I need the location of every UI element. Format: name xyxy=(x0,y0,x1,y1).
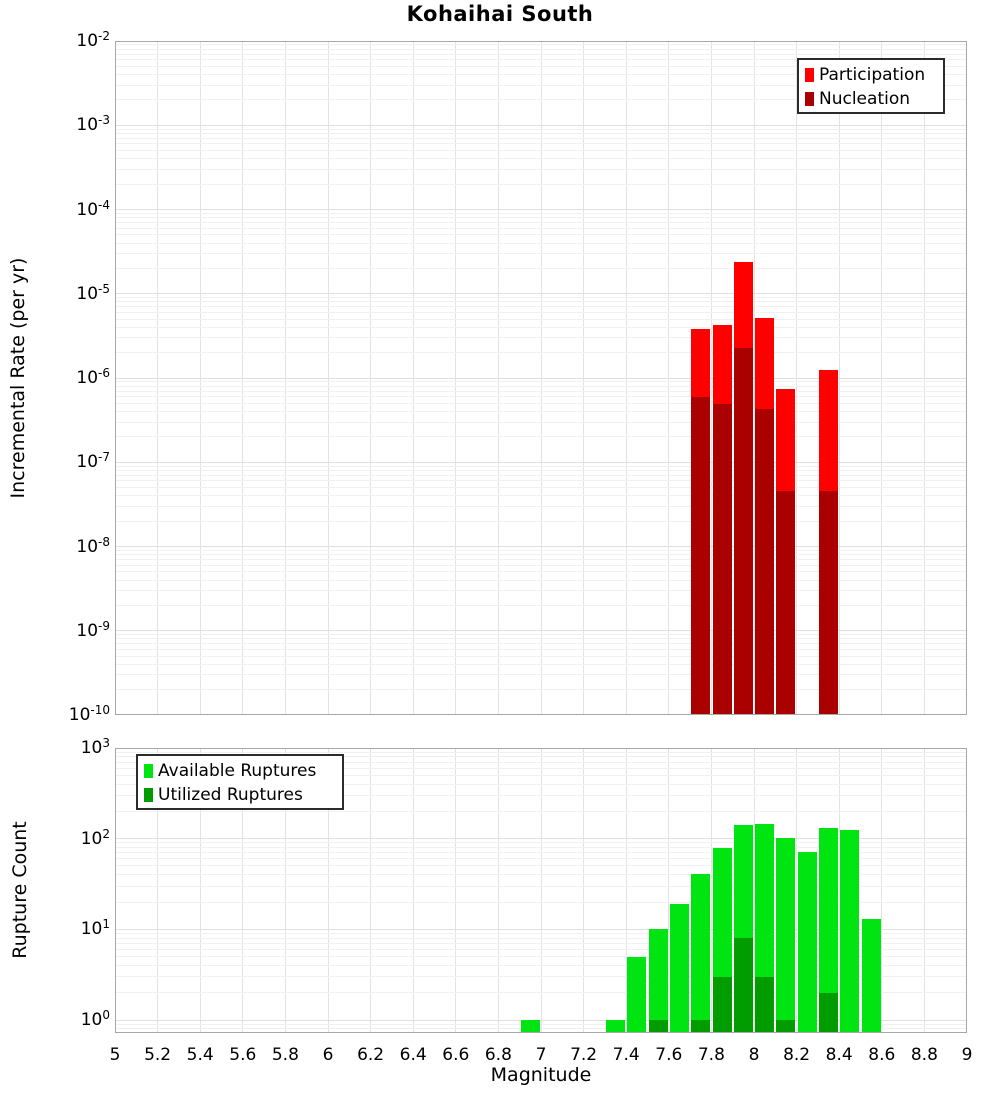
bar-nucleation xyxy=(776,491,795,715)
bar-available-ruptures xyxy=(606,1020,625,1033)
gridline-minor xyxy=(115,217,967,218)
gridline-minor xyxy=(115,466,967,467)
y-tick-label: $10^{-6}$ xyxy=(76,366,110,388)
bar-utilized-ruptures xyxy=(691,1020,710,1033)
gridline-major xyxy=(115,546,967,547)
gridline-minor xyxy=(115,234,967,235)
bar-utilized-ruptures xyxy=(713,977,732,1033)
x-tick-label: 7.8 xyxy=(697,1045,725,1065)
gridline-minor xyxy=(115,403,967,404)
gridline-minor xyxy=(115,470,967,471)
gridline-vertical xyxy=(881,748,882,1033)
gridline-minor xyxy=(115,976,967,977)
gridline-minor xyxy=(115,213,967,214)
gridline-minor xyxy=(115,752,967,753)
bar-utilized-ruptures xyxy=(755,977,774,1033)
bar-available-ruptures xyxy=(627,957,646,1033)
x-tick-label: 7.6 xyxy=(655,1045,683,1065)
gridline-minor xyxy=(115,396,967,397)
gridline-minor xyxy=(115,243,967,244)
gridline-minor xyxy=(115,992,967,993)
gridline-vertical xyxy=(455,748,456,1033)
gridline-minor xyxy=(115,381,967,382)
gridline-minor xyxy=(115,649,967,650)
x-tick-label: 6 xyxy=(322,1045,334,1065)
available-ruptures-swatch xyxy=(144,764,153,778)
y-tick-label: $10^{-2}$ xyxy=(76,29,110,51)
x-tick-label: 6.6 xyxy=(442,1045,470,1065)
legend-item-nucleation xyxy=(805,87,937,111)
legend-label-utilized-ruptures: Utilized Ruptures xyxy=(158,785,303,805)
gridline-minor xyxy=(115,495,967,496)
bar-available-ruptures xyxy=(862,919,881,1033)
x-tick-label: 5.8 xyxy=(271,1045,299,1065)
x-tick-label: 7.2 xyxy=(570,1045,598,1065)
gridline-minor xyxy=(115,337,967,338)
y-tick-exponent: 0 xyxy=(102,1008,110,1023)
y-tick-label: $10^{-9}$ xyxy=(76,618,110,641)
gridline-minor xyxy=(115,44,967,45)
x-tick-label: 5.2 xyxy=(144,1045,172,1065)
y-tick-exponent: -7 xyxy=(98,450,110,465)
gridline-minor xyxy=(115,352,967,353)
gridline-vertical xyxy=(924,748,925,1033)
gridline-major xyxy=(115,293,967,294)
legend-item-participation xyxy=(805,63,937,87)
bar-available-ruptures xyxy=(649,929,668,1033)
bar-available-ruptures xyxy=(670,904,689,1033)
gridline-minor xyxy=(115,590,967,591)
gridline-minor xyxy=(115,811,967,812)
gridline-minor xyxy=(115,965,967,966)
gridline-major xyxy=(115,1020,967,1021)
gridline-minor xyxy=(115,138,967,139)
gridline-minor xyxy=(115,312,967,313)
y-tick-exponent: 3 xyxy=(102,736,110,750)
y-tick-exponent: -9 xyxy=(98,618,110,633)
chart-title: Kohaihai South xyxy=(406,2,594,26)
y-tick-exponent: -4 xyxy=(98,197,110,212)
y-tick-exponent: -2 xyxy=(98,29,110,43)
x-tick-label: 7 xyxy=(535,1045,547,1065)
x-tick-label: 8.8 xyxy=(910,1045,938,1065)
x-tick-label: 6.4 xyxy=(399,1045,427,1065)
legend-bottom-chart xyxy=(136,754,344,810)
gridline-minor xyxy=(115,580,967,581)
gridline-minor xyxy=(115,938,967,939)
y-tick-exponent: 2 xyxy=(102,826,110,841)
bar-nucleation xyxy=(734,348,753,715)
gridline-minor xyxy=(115,865,967,866)
gridline-minor xyxy=(115,133,967,134)
gridline-minor xyxy=(115,487,967,488)
y-tick-label: $10^{-10}$ xyxy=(68,703,110,725)
gridline-minor xyxy=(115,475,967,476)
gridline-minor xyxy=(115,306,967,307)
gridline-minor xyxy=(115,480,967,481)
y-tick-label: $10^2$ xyxy=(80,826,110,849)
legend-item-available-ruptures xyxy=(144,759,336,783)
legend-item-utilized-ruptures xyxy=(144,783,336,807)
gridline-major xyxy=(115,209,967,210)
gridline-minor xyxy=(115,386,967,387)
gridline-minor xyxy=(115,411,967,412)
legend-label-nucleation: Nucleation xyxy=(819,89,911,109)
gridline-minor xyxy=(115,554,967,555)
gridline-minor xyxy=(115,605,967,606)
gridline-major xyxy=(115,462,967,463)
y-tick-label: $10^{-5}$ xyxy=(76,281,110,304)
gridline-major xyxy=(115,125,967,126)
gridline-minor xyxy=(115,674,967,675)
gridline-minor xyxy=(115,150,967,151)
gridline-vertical xyxy=(583,748,584,1033)
bar-nucleation xyxy=(819,491,838,715)
x-tick-label: 5 xyxy=(109,1045,121,1065)
gridline-minor xyxy=(115,949,967,950)
bar-available-ruptures xyxy=(521,1020,540,1033)
gridline-minor xyxy=(115,422,967,423)
gridline-minor xyxy=(115,956,967,957)
gridline-minor xyxy=(115,436,967,437)
y-tick-label: $10^3$ xyxy=(80,736,110,758)
y-axis-label-top: Incremental Rate (per yr) xyxy=(7,257,29,499)
x-tick-label: 9 xyxy=(961,1045,973,1065)
y-tick-exponent: -10 xyxy=(90,703,110,717)
gridline-minor xyxy=(115,49,967,50)
utilized-ruptures-swatch xyxy=(144,788,153,802)
gridline-minor xyxy=(115,297,967,298)
gridline-minor xyxy=(115,874,967,875)
y-tick-exponent: 1 xyxy=(102,917,110,932)
gridline-minor xyxy=(115,664,967,665)
y-axis-label-bottom: Rupture Count xyxy=(9,821,31,959)
x-tick-label: 6.2 xyxy=(357,1045,385,1065)
gridline-minor xyxy=(115,1028,967,1029)
bar-utilized-ruptures xyxy=(819,993,838,1033)
bar-utilized-ruptures xyxy=(649,1020,668,1033)
x-tick-label: 7.4 xyxy=(612,1045,640,1065)
bar-utilized-ruptures xyxy=(776,1020,795,1033)
y-tick-label: $10^{-8}$ xyxy=(76,534,110,557)
gridline-minor xyxy=(115,634,967,635)
x-tick-label: 6.8 xyxy=(484,1045,512,1065)
gridline-minor xyxy=(115,521,967,522)
bar-available-ruptures xyxy=(840,830,859,1033)
gridline-minor xyxy=(115,54,967,55)
gridline-minor xyxy=(115,1024,967,1025)
gridline-major xyxy=(115,838,967,839)
gridline-minor xyxy=(115,571,967,572)
x-axis-label: Magnitude xyxy=(490,1064,592,1086)
y-tick-label: $10^1$ xyxy=(80,917,110,940)
y-tick-exponent: -3 xyxy=(98,113,110,128)
gridline-minor xyxy=(115,129,967,130)
gridline-minor xyxy=(115,550,967,551)
gridline-vertical xyxy=(413,748,414,1033)
gridline-minor xyxy=(115,158,967,159)
gridline-minor xyxy=(115,184,967,185)
gridline-minor xyxy=(115,858,967,859)
x-tick-label: 8 xyxy=(748,1045,760,1065)
gridline-major xyxy=(115,378,967,379)
legend-label-available-ruptures: Available Ruptures xyxy=(158,761,317,781)
legend-label-participation: Participation xyxy=(819,65,926,85)
gridline-minor xyxy=(115,842,967,843)
gridline-vertical xyxy=(498,748,499,1033)
gridline-minor xyxy=(115,886,967,887)
gridline-major xyxy=(115,929,967,930)
bar-utilized-ruptures xyxy=(734,938,753,1033)
y-tick-exponent: -8 xyxy=(98,534,110,549)
x-tick-label: 8.2 xyxy=(783,1045,811,1065)
gridline-minor xyxy=(115,327,967,328)
gridline-minor xyxy=(115,943,967,944)
y-tick-exponent: -6 xyxy=(98,366,110,380)
gridline-minor xyxy=(115,638,967,639)
gridline-minor xyxy=(115,559,967,560)
top-plot-area xyxy=(115,41,967,715)
gridline-minor xyxy=(115,268,967,269)
x-tick-label: 8.6 xyxy=(868,1045,896,1065)
y-tick-label: $10^{-3}$ xyxy=(76,113,110,136)
bar-available-ruptures xyxy=(798,852,817,1033)
gridline-minor xyxy=(115,847,967,848)
x-tick-label: 5.6 xyxy=(229,1045,257,1065)
y-tick-label: $10^{-7}$ xyxy=(76,450,110,473)
gridline-minor xyxy=(115,852,967,853)
gridline-minor xyxy=(115,222,967,223)
bar-available-ruptures xyxy=(691,874,710,1033)
gridline-minor xyxy=(115,643,967,644)
y-tick-label: $10^{-4}$ xyxy=(76,197,110,220)
bar-nucleation xyxy=(713,404,732,715)
gridline-vertical xyxy=(370,748,371,1033)
bar-available-ruptures xyxy=(776,838,795,1033)
gridline-minor xyxy=(115,143,967,144)
gridline-minor xyxy=(115,689,967,690)
gridline-minor xyxy=(115,565,967,566)
gridline-minor xyxy=(115,301,967,302)
legend-top-chart xyxy=(797,58,945,114)
gridline-minor xyxy=(115,656,967,657)
gridline-vertical xyxy=(541,748,542,1033)
gridline-minor xyxy=(115,933,967,934)
gridline-minor xyxy=(115,228,967,229)
gridline-minor xyxy=(115,169,967,170)
y-tick-label: $10^0$ xyxy=(80,1008,110,1031)
y-tick-exponent: -5 xyxy=(98,281,110,296)
x-tick-label: 5.4 xyxy=(186,1045,214,1065)
gridline-major xyxy=(115,630,967,631)
x-tick-label: 8.4 xyxy=(825,1045,853,1065)
gridline-minor xyxy=(115,253,967,254)
gridline-minor xyxy=(115,319,967,320)
gridline-minor xyxy=(115,391,967,392)
bar-nucleation xyxy=(691,397,710,715)
bar-nucleation xyxy=(755,409,774,715)
gridline-minor xyxy=(115,902,967,903)
gridline-minor xyxy=(115,506,967,507)
participation-swatch xyxy=(805,68,814,82)
nucleation-swatch xyxy=(805,92,814,106)
